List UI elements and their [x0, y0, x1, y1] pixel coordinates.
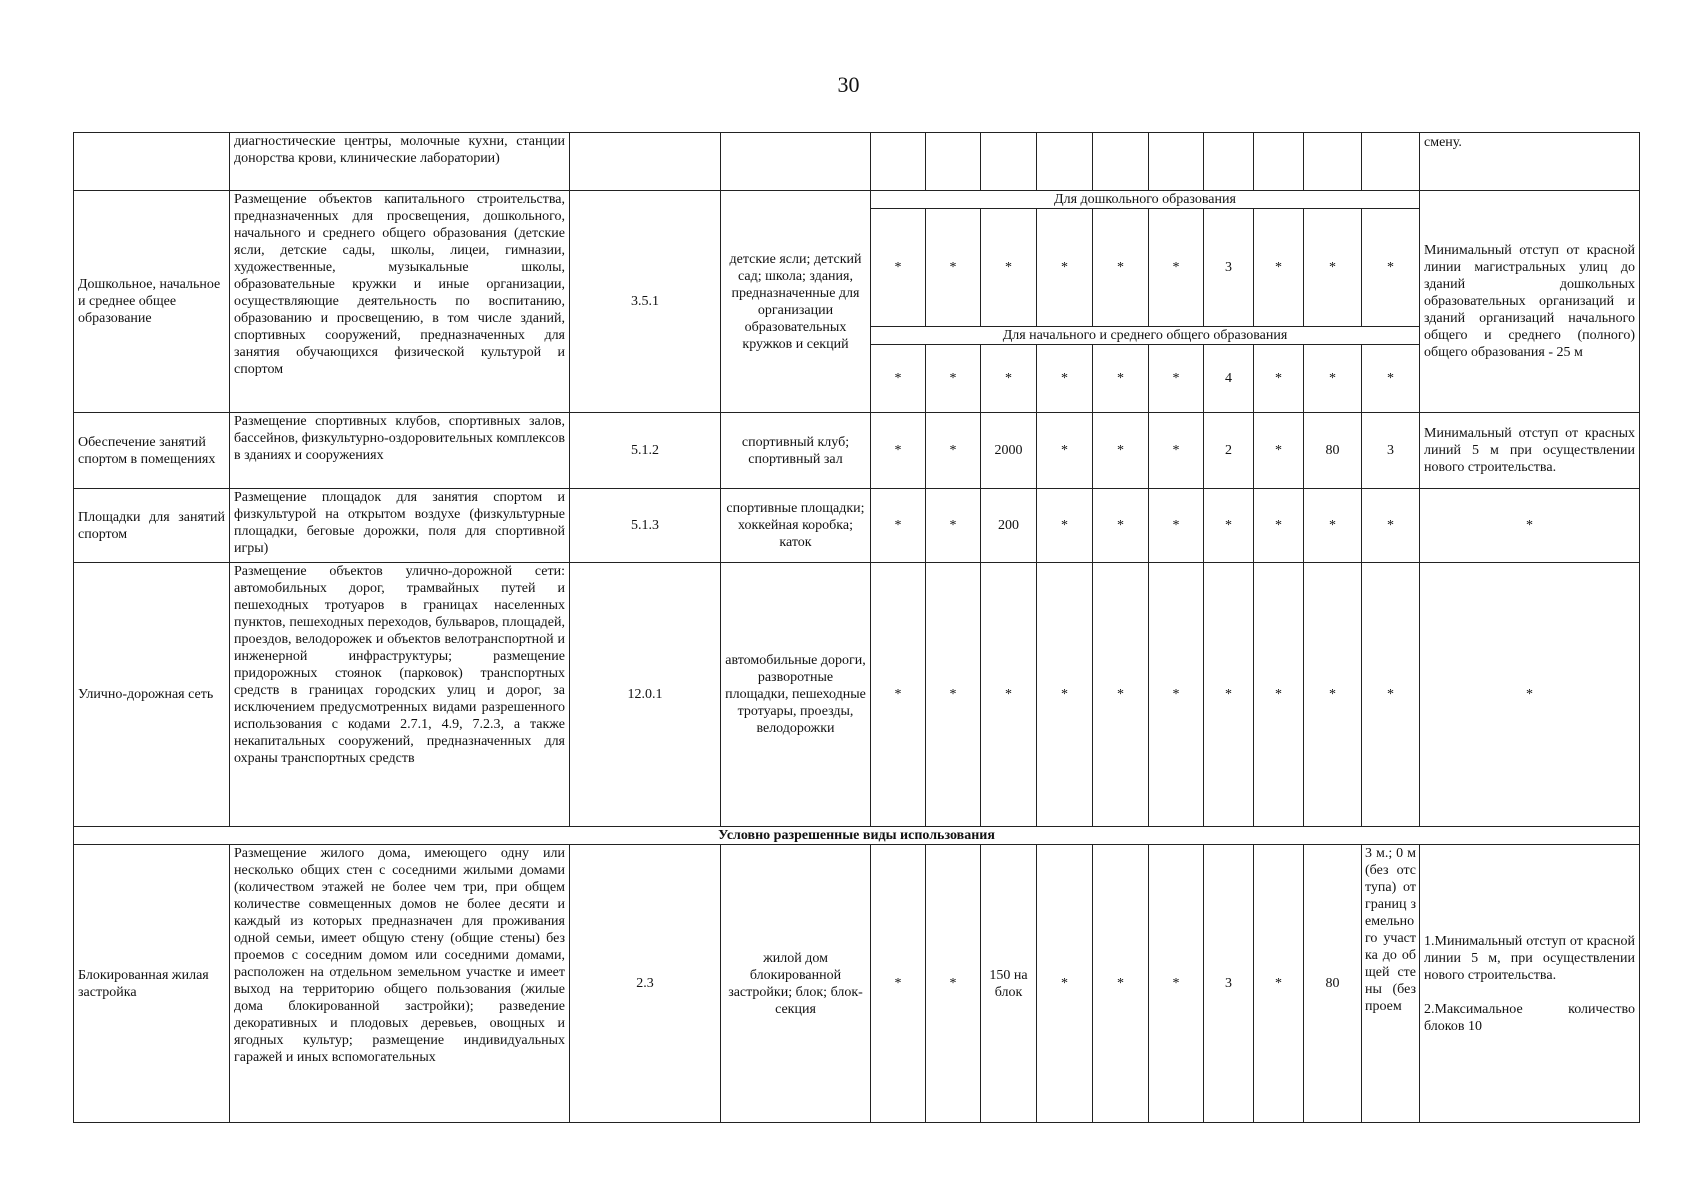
objects-cell [721, 133, 871, 191]
param-cell: * [926, 413, 981, 489]
param-cell: * [1037, 563, 1093, 827]
note-cell: смену. [1420, 133, 1640, 191]
param-cell: * [1254, 209, 1304, 327]
use-name-cell [74, 133, 230, 191]
param-cell: * [1204, 489, 1254, 563]
param-cell: * [1037, 345, 1093, 413]
objects-cell: спортивные площадки; хоккейная коробка; каток [721, 489, 871, 563]
use-description: Размещение объектов улично-дорожной сети: автомобильных дорог, трамвайных путей и пешеходных тротуаров в границах населенных пунктов, пешеходных переходов, бульваров, площадей, проездов, велодорожек и объектов велотранспортной и инженерной инфраструктуры; размещение придорожных стоянок (парковок) транспортных средств в границах городских улиц и дорог, за исключением предусмотренных видами разрешенного использования с кодами 2.7.1, 4.9, 7.2.3, а также некапитальных сооружений, предназначенных для охраны транспортных средств [230, 563, 570, 827]
table-row [74, 191, 1640, 209]
use-description: диагностические центры, молочные кухни, станции донорства крови, клинические лаборатории) [230, 133, 570, 191]
note-item: 2.Максимальное количество блоков 10 [1424, 1001, 1635, 1034]
use-description: Размещение объектов капитального строительства, предназначенных для просвещения, дошкольного, начального и среднего общего образования (детские ясли, детские сады, школы, лицеи, гимназии, художественные, музыкальные школы, образовательные кружки и иные организации, осуществляющие деятельность по воспитанию, образованию и просвещению, в том числе зданий, спортивных сооружений, предназначенных для занятия обучающихся физической культурой и спортом [230, 191, 570, 413]
param-cell: * [1093, 489, 1149, 563]
code-cell: 12.0.1 [570, 563, 721, 827]
use-name-cell: Улично-дорожная сеть [74, 563, 230, 827]
objects-cell: автомобильные дороги, разворотные площадки, пешеходные тротуары, проезды, велодорожки [721, 563, 871, 827]
param-cell: 2000 [981, 413, 1037, 489]
param-cell: * [1149, 563, 1204, 827]
code-cell [570, 133, 721, 191]
param-cell: * [1254, 413, 1304, 489]
note-cell [1420, 845, 1640, 1123]
param-cell: * [1254, 845, 1304, 1123]
param-cell: * [1362, 345, 1420, 413]
use-description: Размещение жилого дома, имеющего одну или несколько общих стен с соседними жилыми домами (количеством этажей не более чем три, при общем количестве совмещенных домов не более десяти и каждый из которых предназначен для проживания одной семьи, имеет общую стену (общие стены) без проемов с соседним домом или соседними домами, расположен на отдельном земельном участке и имеет выход на территорию общего пользования (жилые дома блокированной застройки); разведение декоративных и плодовых деревьев, овощных и ягодных культур; размещение индивидуальных гаражей и иных вспомогательных [230, 845, 570, 1123]
use-name-cell: Блокированная жилая застройка [74, 845, 230, 1123]
param-cell: * [1037, 845, 1093, 1123]
param-cell: 200 [981, 489, 1037, 563]
zoning-table [73, 132, 1640, 1123]
param-cell: * [871, 489, 926, 563]
param-cell: * [1093, 345, 1149, 413]
table-row [74, 827, 1640, 845]
param-cell: 3 [1204, 845, 1254, 1123]
table-row [74, 845, 1640, 1123]
subheading-general: Для начального и среднего общего образования [871, 327, 1420, 345]
param-cell: 3 [1362, 413, 1420, 489]
code-cell: 2.3 [570, 845, 721, 1123]
param-cell: * [871, 345, 926, 413]
param-cell: * [1254, 563, 1304, 827]
page-number: 30 [837, 72, 860, 97]
param-cell: * [981, 563, 1037, 827]
param-cell: * [1304, 209, 1362, 327]
note-cell: * [1420, 489, 1640, 563]
use-name-cell: Площадки для занятий спортом [74, 489, 230, 563]
param-cell: 80 [1304, 413, 1362, 489]
use-description: Размещение площадок для занятия спортом и физкультурой на открытом воздухе (физкультурные площадки, беговые дорожки, поля для спортивной игры) [230, 489, 570, 563]
param-cell: * [1254, 489, 1304, 563]
param-cell: * [871, 413, 926, 489]
param-cell: * [1093, 209, 1149, 327]
param-cell: * [1304, 345, 1362, 413]
param-cell: * [1304, 489, 1362, 563]
param-cell: * [871, 563, 926, 827]
param-cell: * [1149, 345, 1204, 413]
table-row [74, 413, 1640, 489]
param-cell: * [1037, 209, 1093, 327]
param-cell: * [1037, 413, 1093, 489]
objects-cell: детские ясли; детский сад; школа; здания, предназначенные для организации образовательных кружков и секций [721, 191, 871, 413]
table-row [74, 563, 1640, 827]
param-cell: * [1149, 413, 1204, 489]
code-cell: 3.5.1 [570, 191, 721, 413]
use-name-cell: Обеспечение занятий спортом в помещениях [74, 413, 230, 489]
param-cell: * [926, 845, 981, 1123]
param-cell: * [981, 345, 1037, 413]
note-cell: Минимальный отступ от красной линии магистральных улиц до зданий дошкольных образовательных организаций и зданий организаций начального общего и среднего (полного) общего образования - 25 м [1420, 191, 1640, 413]
param-cell: * [1362, 209, 1420, 327]
setback-cell: 3 м.; 0 м (без отступа) от границ земельного участка до общей стены (без проем [1362, 845, 1420, 1123]
param-cell: 80 [1304, 845, 1362, 1123]
param-cell: * [926, 489, 981, 563]
param-cell: 3 [1204, 209, 1254, 327]
note-cell: * [1420, 563, 1640, 827]
param-cell: 4 [1204, 345, 1254, 413]
param-cell: * [981, 209, 1037, 327]
param-cell: * [871, 209, 926, 327]
param-cell: * [1149, 489, 1204, 563]
param-cell: * [1204, 563, 1254, 827]
subheading-preschool: Для дошкольного образования [871, 191, 1420, 209]
param-cell: * [1093, 563, 1149, 827]
use-name-cell: Дошкольное, начальное и среднее общее образование [74, 191, 230, 413]
param-cell: * [926, 563, 981, 827]
param-cell: * [1149, 209, 1204, 327]
param-cell: 150 на блок [981, 845, 1037, 1123]
use-description: Размещение спортивных клубов, спортивных залов, бассейнов, физкультурно-оздоровительных комплексов в зданиях и сооружениях [230, 413, 570, 489]
param-cell: 2 [1204, 413, 1254, 489]
param-cell: * [926, 209, 981, 327]
param-cell: * [871, 845, 926, 1123]
table-row [74, 133, 1640, 191]
code-cell: 5.1.2 [570, 413, 721, 489]
param-cell: * [1149, 845, 1204, 1123]
param-cell: * [1362, 489, 1420, 563]
note-cell: Минимальный отступ от красных линий 5 м при осуществлении нового строительства. [1420, 413, 1640, 489]
section-heading: Условно разрешенные виды использования [74, 827, 1640, 845]
param-cell: * [1362, 563, 1420, 827]
note-item: 1.Минимальный отступ от красной линии 5 м, при осуществлении нового строительства. [1424, 933, 1635, 983]
param-cell: * [926, 345, 981, 413]
param-cell: * [1304, 563, 1362, 827]
code-cell: 5.1.3 [570, 489, 721, 563]
objects-cell: жилой дом блокированной застройки; блок; блок-секция [721, 845, 871, 1123]
param-cell: * [1037, 489, 1093, 563]
param-cell: * [1254, 345, 1304, 413]
param-cell: * [1093, 413, 1149, 489]
table-row [74, 489, 1640, 563]
param-cell: * [1093, 845, 1149, 1123]
objects-cell: спортивный клуб; спортивный зал [721, 413, 871, 489]
